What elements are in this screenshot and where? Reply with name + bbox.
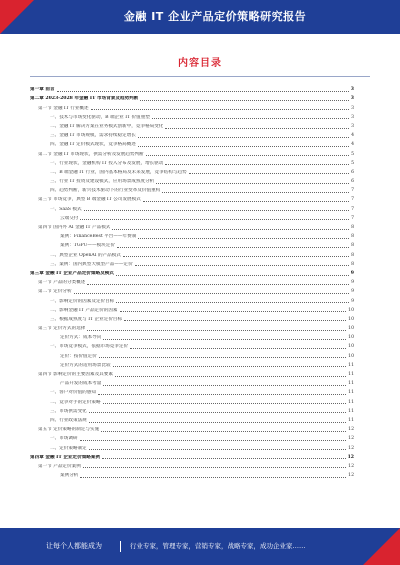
toc-entry-title: 案例分析 [60, 473, 79, 479]
toc-entry[interactable] [30, 323, 354, 332]
toc-entry[interactable] [30, 433, 354, 442]
footer-divider [120, 541, 121, 552]
toc-entry-page: 10 [348, 344, 354, 350]
toc-entry-page: 11 [348, 372, 354, 377]
toc-entry-page: 7 [351, 197, 354, 203]
toc-entry-title: 三、根据成熟度与 IT 企业定价目标 [50, 316, 123, 322]
toc-leader-dots [98, 394, 346, 395]
toc-leader-dots [113, 366, 347, 367]
toc-leader-dots [74, 293, 349, 294]
toc-entry-title: 一、行业现状，金融机构 IT 投入分布及发展，增长驱动 [50, 160, 164, 166]
toc-entry[interactable] [30, 332, 354, 341]
toc-entry-page: 10 [348, 326, 354, 332]
toc-leader-dots [101, 431, 346, 432]
toc-entry[interactable] [30, 176, 354, 185]
toc-entry-title: 第二章 2023-2028 年金融 IT 市场背景及趋势判断 [30, 96, 139, 102]
toc-entry[interactable] [30, 249, 354, 258]
toc-entry-title: 第一节 产品定价案例 [38, 463, 81, 469]
toc-entry-page: 7 [351, 206, 354, 212]
toc-entry[interactable] [30, 222, 354, 231]
toc-entry-page: 11 [348, 417, 354, 423]
toc-entry-title: 第一章 前言 [30, 87, 55, 93]
toc-entry-title: 第三节 市场竞争，典型 B 端金融 IT 公司发展模式 [38, 197, 141, 203]
toc-entry-page: 11 [348, 381, 354, 387]
toc-entry-page: 6 [351, 179, 354, 185]
toc-entry-title: 第一节 金融 IT 行业概述 [38, 105, 89, 111]
toc-entry-page: 8 [351, 243, 354, 249]
toc-entry-title: 第三节 定价方式的选择 [38, 326, 86, 332]
toc-entry[interactable] [30, 286, 354, 295]
toc-entry[interactable] [30, 350, 354, 359]
toc-leader-dots [120, 311, 347, 312]
toc-entry-title: 三、行业 IT 投资及建设模式，应用场景成熟度分析 [50, 179, 155, 185]
toc-entry-page: 12 [348, 436, 354, 442]
footer-slogan: 让每个人都能成为 [46, 542, 102, 550]
toc-entry-title: 一、客户对价值的感知 [50, 390, 96, 396]
toc-entry-title: 二、定价策略制定 [50, 445, 87, 451]
toc-entry[interactable] [30, 167, 354, 176]
toc-entry-title: 三、市场供需变化 [50, 408, 87, 414]
toc-entry-title: 案例：TGPU——模块定价 [60, 243, 115, 249]
toc-leader-dots [124, 320, 346, 321]
toc-entry-title: 定价：按价值定价 [60, 353, 97, 359]
toc-leader-dots [138, 146, 349, 147]
toc-entry[interactable] [30, 213, 354, 222]
toc-leader-dots [130, 348, 346, 349]
toc-entry-page: 9 [351, 289, 354, 295]
toc-entry-page: 3 [351, 123, 354, 129]
toc-entry-title: 三、案例：国内典型大模型产品——定价 [50, 261, 133, 267]
toc-leader-dots [138, 137, 349, 138]
toc-entry-title: 产品开发的成本考量 [60, 381, 102, 387]
toc-entry[interactable] [30, 203, 354, 212]
toc-entry-page: 11 [348, 408, 354, 414]
toc-entry-title: 二、影响金融 IT 产品定价的因素 [50, 307, 118, 313]
toc-entry-page: 3 [350, 96, 354, 102]
toc-entry-title: 一、市场调研 [50, 436, 78, 442]
toc-entry-page: 8 [351, 261, 354, 267]
toc-entry-page: 8 [351, 252, 354, 258]
toc-entry[interactable] [30, 305, 354, 314]
toc-entry[interactable] [30, 295, 354, 304]
toc-leader-dots [152, 118, 349, 119]
toc-entry-page: 7 [351, 188, 354, 194]
toc-entry-title: 二、B 端金融 IT 行业，国内基本格局及未来发展，竞争结构与趋势 [50, 169, 187, 175]
toc-leader-dots [115, 376, 346, 377]
toc-entry-title: 定价方式：成本导向 [60, 335, 102, 341]
toc-leader-dots [138, 238, 349, 239]
toc-entry[interactable] [30, 112, 354, 121]
toc-entry-title: 四、行业政策法规 [50, 417, 87, 423]
toc-entry[interactable] [30, 461, 354, 470]
toc-entry-page: 11 [348, 362, 354, 368]
toc-entry[interactable] [30, 424, 354, 433]
toc-entry[interactable] [30, 139, 354, 148]
toc-entry-page: 6 [351, 169, 354, 175]
toc-entry[interactable] [30, 406, 354, 415]
report-footer [0, 528, 400, 565]
toc-entry[interactable] [30, 130, 354, 139]
toc-leader-dots [87, 284, 349, 285]
toc-entry[interactable] [30, 93, 354, 102]
toc-entry[interactable] [30, 231, 354, 240]
toc-entry-title: 第二节 定价分析 [38, 289, 72, 295]
toc-entry-title: 案例：FinanceBest 平台——年费制 [60, 234, 137, 240]
toc-entry-page: 7 [351, 215, 354, 221]
toc-entry-page: 10 [348, 353, 354, 359]
toc-entry-page: 5 [351, 151, 354, 157]
toc-entry[interactable] [30, 277, 354, 286]
toc-entry-page: 12 [348, 473, 354, 479]
toc-entry-page: 12 [348, 445, 354, 451]
toc-entry-title: 二、典型企业 OpenAI 的产品模式 [50, 252, 121, 258]
toc-entry[interactable] [30, 396, 354, 405]
toc-entry-title: 第三章 金融 IT 企业产品定价策略及模式 [30, 270, 114, 276]
toc-entry[interactable] [30, 415, 354, 424]
table-of-contents [30, 84, 354, 479]
toc-entry[interactable] [30, 259, 354, 268]
toc-entry-page: 12 [347, 454, 354, 460]
toc-entry-title: 云端交付 [60, 215, 79, 221]
report-title: 金融 IT 企业产品定价策略研究报告 [123, 10, 307, 23]
toc-entry-page: 10 [348, 307, 354, 313]
toc-entry-title: 第四章 金融 IT 企业定价策略案例 [30, 454, 101, 460]
toc-leader-dots [116, 275, 349, 276]
toc-heading: 内容目录 [178, 58, 222, 69]
toc-entry-title: 二、竞争对手的定价策略 [50, 399, 101, 405]
toc-leader-dots [140, 100, 348, 101]
toc-entry-page: 3 [351, 105, 354, 111]
toc-entry[interactable] [30, 121, 354, 130]
toc-leader-dots [89, 412, 346, 413]
toc-entry[interactable] [30, 378, 354, 387]
toc-divider [30, 76, 370, 77]
toc-leader-dots [146, 155, 349, 156]
toc-entry[interactable] [30, 240, 354, 249]
toc-entry[interactable] [30, 148, 354, 157]
toc-entry-page: 10 [348, 316, 354, 322]
toc-entry-title: 一、技术与市场变化驱动，B 端企业 IT 价值重塑 [50, 114, 150, 120]
toc-entry-page: 10 [348, 335, 354, 341]
toc-leader-dots [116, 302, 349, 303]
toc-entry[interactable] [30, 268, 354, 277]
toc-entry-page: 9 [350, 270, 354, 276]
toc-entry[interactable] [30, 314, 354, 323]
footer-tagline: 行业专家，管理专家，营销专家，战略专家，成功企业家…… [130, 542, 306, 550]
toc-entry-page: 4 [351, 133, 354, 139]
toc-entry-title: 定价方式的适用场景比较 [60, 362, 111, 368]
toc-entry[interactable] [30, 470, 354, 479]
toc-leader-dots [102, 458, 346, 459]
toc-leader-dots [112, 229, 349, 230]
toc-leader-dots [99, 357, 346, 358]
toc-leader-dots [165, 128, 349, 129]
toc-leader-dots [189, 173, 349, 174]
toc-leader-dots [103, 385, 346, 386]
toc-leader-dots [89, 449, 346, 450]
toc-entry-title: 四、趋势判断，新兴技术驱动下的行业变革及价值重构 [50, 188, 161, 194]
toc-entry-page: 12 [348, 463, 354, 469]
toc-entry-title: 四、金融 IT 定价模式现状，竞争格局概述 [50, 142, 136, 148]
toc-leader-dots [80, 219, 349, 220]
toc-leader-dots [103, 403, 347, 404]
toc-entry-title: 第四节 影响定价的主要因素及其要素 [38, 372, 113, 377]
toc-leader-dots [117, 247, 349, 248]
toc-entry[interactable] [30, 387, 354, 396]
toc-entry-page: 9 [351, 298, 354, 304]
toc-leader-dots [91, 109, 349, 110]
toc-entry-title: 三、金融 IT 市场规模，需求持续稳定增长 [50, 133, 136, 139]
header-red-corner [0, 0, 34, 34]
toc-entry[interactable] [30, 369, 354, 378]
toc-leader-dots [162, 192, 349, 193]
toc-leader-dots [103, 339, 346, 340]
toc-entry[interactable] [30, 194, 354, 203]
toc-leader-dots [135, 265, 349, 266]
toc-entry-page: 3 [350, 87, 354, 93]
toc-entry-page: 11 [348, 390, 354, 396]
toc-leader-dots [143, 201, 349, 202]
toc-entry-title: 第一节 产品的分类概述 [38, 280, 86, 286]
toc-entry-page: 8 [351, 225, 354, 230]
toc-entry-title: 第五节 定价策略的制定与实施 [38, 427, 100, 433]
toc-entry-page: 12 [348, 427, 354, 433]
report-header [0, 0, 400, 34]
toc-leader-dots [87, 330, 346, 331]
toc-entry-page: 9 [351, 280, 354, 286]
toc-entry[interactable] [30, 158, 354, 167]
toc-leader-dots [84, 210, 349, 211]
toc-entry[interactable] [30, 341, 354, 350]
toc-entry-page: 5 [351, 160, 354, 166]
footer-red-corner [363, 528, 400, 565]
toc-entry[interactable] [30, 102, 354, 111]
toc-leader-dots [57, 91, 349, 92]
toc-leader-dots [80, 477, 346, 478]
toc-leader-dots [89, 422, 346, 423]
toc-entry-page: 4 [351, 142, 354, 148]
toc-entry[interactable] [30, 442, 354, 451]
toc-entry-title: 一、SaaS 模式 [50, 206, 82, 212]
toc-entry-title: 一、市场竞争模式，依据市场竞争定价 [50, 344, 129, 350]
toc-leader-dots [165, 164, 349, 165]
toc-entry[interactable] [30, 84, 354, 93]
toc-leader-dots [83, 467, 346, 468]
toc-entry-page: 3 [351, 114, 354, 120]
toc-entry-page: 11 [348, 399, 354, 405]
toc-leader-dots [123, 256, 349, 257]
toc-leader-dots [80, 440, 347, 441]
toc-entry[interactable] [30, 360, 354, 369]
toc-entry-title: 第四节 国内外 AI 金融 IT 产品模式 [38, 225, 111, 230]
toc-entry-page: 8 [351, 234, 354, 240]
toc-entry[interactable] [30, 452, 354, 461]
toc-entry-title: 第二节 金融 IT 市场现状，供需分析及发展趋势判断 [38, 151, 144, 157]
toc-entry-title: 二、金融 IT 解决方案在业务模式创新中，竞争格局变化 [50, 123, 164, 129]
toc-leader-dots [156, 183, 349, 184]
toc-entry[interactable] [30, 185, 354, 194]
toc-entry-title: 一、影响定价的因素及定价目标 [50, 298, 115, 304]
